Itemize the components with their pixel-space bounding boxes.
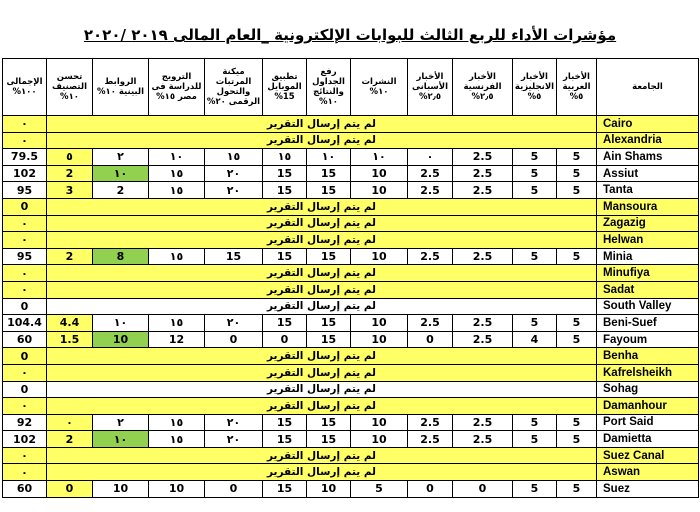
score-cell: 5 bbox=[557, 248, 597, 265]
table-body bbox=[3, 116, 699, 498]
score-cell: 15 bbox=[307, 315, 351, 332]
total-cell: 102 bbox=[3, 431, 47, 448]
table-row bbox=[3, 315, 699, 332]
total-cell: ٠ bbox=[3, 132, 47, 149]
university-name: Damanhour bbox=[597, 398, 699, 415]
score-cell: 2.5 bbox=[453, 315, 513, 332]
score-cell: 10 bbox=[149, 481, 205, 498]
score-cell: 2.5 bbox=[453, 331, 513, 348]
total-cell: 0 bbox=[3, 348, 47, 365]
university-name: Zagazig bbox=[597, 215, 699, 232]
score-cell: 10 bbox=[351, 165, 408, 182]
table-row bbox=[3, 364, 699, 381]
header-col-7: تطبيق الموبايل 15% bbox=[263, 59, 307, 116]
total-cell: ٠ bbox=[3, 232, 47, 249]
score-cell: 15 bbox=[263, 431, 307, 448]
score-cell: 0 bbox=[408, 331, 453, 348]
total-cell: 95 bbox=[3, 248, 47, 265]
university-name: Ain Shams bbox=[597, 149, 699, 166]
table-row bbox=[3, 165, 699, 182]
performance-table bbox=[2, 58, 699, 498]
table-row bbox=[3, 331, 699, 348]
score-cell: 2.5 bbox=[453, 165, 513, 182]
score-cell: ١٥ bbox=[149, 414, 205, 431]
university-name: Beni-Suef bbox=[597, 315, 699, 332]
table-row bbox=[3, 431, 699, 448]
university-name: Helwan bbox=[597, 232, 699, 249]
score-cell: 2.5 bbox=[408, 431, 453, 448]
score-cell: ١٥ bbox=[149, 315, 205, 332]
table-row bbox=[3, 198, 699, 215]
university-name: Minia bbox=[597, 248, 699, 265]
score-cell: 10 bbox=[93, 481, 149, 498]
score-cell: 5 bbox=[513, 414, 557, 431]
score-cell: ٢٠ bbox=[205, 414, 263, 431]
header-col-6: رفع الجداول والنتائج ١٠% bbox=[307, 59, 351, 116]
score-cell: ٢٠ bbox=[205, 431, 263, 448]
score-cell: 2 bbox=[47, 165, 93, 182]
table-row bbox=[3, 414, 699, 431]
score-cell: 5 bbox=[557, 431, 597, 448]
score-cell: ١٥ bbox=[149, 248, 205, 265]
score-cell: 0 bbox=[408, 481, 453, 498]
score-cell: ١٠ bbox=[93, 431, 149, 448]
score-cell: ٠ bbox=[408, 149, 453, 166]
score-cell: 15 bbox=[307, 182, 351, 199]
table-row bbox=[3, 398, 699, 415]
score-cell: 5 bbox=[557, 182, 597, 199]
header-col-11: تحسن التصنيف ١٠% bbox=[47, 59, 93, 116]
score-cell: 15 bbox=[307, 248, 351, 265]
score-cell: 5 bbox=[351, 481, 408, 498]
score-cell: 2 bbox=[47, 431, 93, 448]
score-cell: ١٥ bbox=[263, 149, 307, 166]
score-cell: 5 bbox=[557, 315, 597, 332]
total-cell: 0 bbox=[3, 198, 47, 215]
total-cell: ٠ bbox=[3, 398, 47, 415]
university-name: Aswan bbox=[597, 464, 699, 481]
header-col-10: الروابط البينية ١٠% bbox=[93, 59, 149, 116]
score-cell: ١٥ bbox=[205, 149, 263, 166]
university-name: Minufiya bbox=[597, 265, 699, 282]
score-cell: ٢٠ bbox=[205, 165, 263, 182]
score-cell: 5 bbox=[557, 481, 597, 498]
no-report-message: لم يتم إرسال التقرير bbox=[47, 132, 597, 149]
score-cell: ٢ bbox=[93, 414, 149, 431]
score-cell: 2.5 bbox=[408, 182, 453, 199]
table-row bbox=[3, 464, 699, 481]
score-cell: 2 bbox=[93, 182, 149, 199]
score-cell: ١٠ bbox=[93, 165, 149, 182]
no-report-message: لم يتم إرسال التقرير bbox=[47, 447, 597, 464]
score-cell: 0 bbox=[47, 481, 93, 498]
score-cell: ٢٠ bbox=[205, 315, 263, 332]
table-row bbox=[3, 232, 699, 249]
table-row bbox=[3, 381, 699, 398]
score-cell: ١٠ bbox=[351, 149, 408, 166]
no-report-message: لم يتم إرسال التقرير bbox=[47, 232, 597, 249]
score-cell: 5 bbox=[557, 165, 597, 182]
score-cell: 15 bbox=[263, 414, 307, 431]
total-cell: 104.4 bbox=[3, 315, 47, 332]
university-name: Suez bbox=[597, 481, 699, 498]
score-cell: ٠ bbox=[47, 414, 93, 431]
score-cell: 2.5 bbox=[453, 182, 513, 199]
university-name: Alexandria bbox=[597, 132, 699, 149]
no-report-message: لم يتم إرسال التقرير bbox=[47, 381, 597, 398]
score-cell: ١٠ bbox=[93, 315, 149, 332]
no-report-message: لم يتم إرسال التقرير bbox=[47, 198, 597, 215]
total-cell: ٠ bbox=[3, 215, 47, 232]
score-cell: 5 bbox=[557, 149, 597, 166]
header-university: الجامعة bbox=[597, 59, 699, 116]
score-cell: 10 bbox=[351, 182, 408, 199]
score-cell: 5 bbox=[557, 331, 597, 348]
score-cell: 15 bbox=[307, 414, 351, 431]
score-cell: 15 bbox=[263, 165, 307, 182]
no-report-message: لم يتم إرسال التقرير bbox=[47, 398, 597, 415]
score-cell: 2 bbox=[47, 248, 93, 265]
score-cell: 15 bbox=[263, 481, 307, 498]
score-cell: 15 bbox=[205, 248, 263, 265]
score-cell: 2.5 bbox=[408, 414, 453, 431]
score-cell: ١٠ bbox=[307, 149, 351, 166]
score-cell: 1.5 bbox=[47, 331, 93, 348]
header-col-8: ميكنة المرتبات والتحول الرقمى ٢٠% bbox=[205, 59, 263, 116]
university-name: Sadat bbox=[597, 281, 699, 298]
university-name: Damietta bbox=[597, 431, 699, 448]
table-row bbox=[3, 348, 699, 365]
score-cell: 15 bbox=[263, 248, 307, 265]
table-row bbox=[3, 132, 699, 149]
score-cell: 5 bbox=[513, 431, 557, 448]
no-report-message: لم يتم إرسال التقرير bbox=[47, 348, 597, 365]
no-report-message: لم يتم إرسال التقرير bbox=[47, 215, 597, 232]
score-cell: 2.5 bbox=[453, 149, 513, 166]
header-col-12: الإجمالى ١٠٠% bbox=[3, 59, 47, 116]
total-cell: 0 bbox=[3, 298, 47, 315]
table-row bbox=[3, 116, 699, 133]
score-cell: 0 bbox=[453, 481, 513, 498]
score-cell: ١٥ bbox=[149, 165, 205, 182]
university-name: Kafrelsheikh bbox=[597, 364, 699, 381]
score-cell: 10 bbox=[351, 431, 408, 448]
table-row bbox=[3, 298, 699, 315]
total-cell: 102 bbox=[3, 165, 47, 182]
total-cell: 95 bbox=[3, 182, 47, 199]
score-cell: 4.4 bbox=[47, 315, 93, 332]
header-row bbox=[3, 59, 699, 116]
university-name: Tanta bbox=[597, 182, 699, 199]
total-cell: ٠ bbox=[3, 116, 47, 133]
table-row bbox=[3, 447, 699, 464]
score-cell: 5 bbox=[557, 414, 597, 431]
header-col-4: الأخبار الأسبانى ٢٫٥% bbox=[408, 59, 453, 116]
total-cell: 60 bbox=[3, 481, 47, 498]
total-cell: 60 bbox=[3, 331, 47, 348]
score-cell: 5 bbox=[513, 315, 557, 332]
score-cell: ٢٠ bbox=[205, 182, 263, 199]
score-cell: 15 bbox=[263, 315, 307, 332]
score-cell: ٢ bbox=[93, 149, 149, 166]
score-cell: 3 bbox=[47, 182, 93, 199]
table-row bbox=[3, 182, 699, 199]
score-cell: 2.5 bbox=[453, 248, 513, 265]
score-cell: 4 bbox=[513, 331, 557, 348]
score-cell: 5 bbox=[513, 149, 557, 166]
university-name: Cairo bbox=[597, 116, 699, 133]
score-cell: ٥ bbox=[47, 149, 93, 166]
no-report-message: لم يتم إرسال التقرير bbox=[47, 265, 597, 282]
university-name: Mansoura bbox=[597, 198, 699, 215]
score-cell: 2.5 bbox=[453, 431, 513, 448]
table-row bbox=[3, 248, 699, 265]
total-cell: ٠ bbox=[3, 447, 47, 464]
score-cell: 12 bbox=[149, 331, 205, 348]
page-title: مؤشرات الأداء للربع الثالث للبوابات الإلكترونية _العام المالى ٢٠١٩ /٢٠٢٠ bbox=[83, 26, 617, 44]
university-name: South Valley bbox=[597, 298, 699, 315]
score-cell: 15 bbox=[307, 431, 351, 448]
score-cell: 15 bbox=[307, 331, 351, 348]
total-cell: ٠ bbox=[3, 364, 47, 381]
total-cell: 92 bbox=[3, 414, 47, 431]
header-col-9: الترويج للدراسة فى مصر ١٥% bbox=[149, 59, 205, 116]
university-name: Suez Canal bbox=[597, 447, 699, 464]
score-cell: 10 bbox=[351, 414, 408, 431]
score-cell: 10 bbox=[307, 481, 351, 498]
table-row bbox=[3, 265, 699, 282]
table-row bbox=[3, 149, 699, 166]
university-name: Assiut bbox=[597, 165, 699, 182]
score-cell: 10 bbox=[351, 248, 408, 265]
total-cell: ٠ bbox=[3, 281, 47, 298]
no-report-message: لم يتم إرسال التقرير bbox=[47, 364, 597, 381]
table-row bbox=[3, 481, 699, 498]
score-cell: 8 bbox=[93, 248, 149, 265]
university-name: Benha bbox=[597, 348, 699, 365]
table-row bbox=[3, 281, 699, 298]
score-cell: 10 bbox=[351, 315, 408, 332]
score-cell: 2.5 bbox=[408, 315, 453, 332]
no-report-message: لم يتم إرسال التقرير bbox=[47, 281, 597, 298]
header-col-5: النشرات ١٠% bbox=[351, 59, 408, 116]
score-cell: 0 bbox=[205, 331, 263, 348]
university-name: Sohag bbox=[597, 381, 699, 398]
score-cell: 10 bbox=[351, 331, 408, 348]
score-cell: 2.5 bbox=[453, 414, 513, 431]
total-cell: ٠ bbox=[3, 265, 47, 282]
total-cell: ٠ bbox=[3, 464, 47, 481]
table-row bbox=[3, 215, 699, 232]
score-cell: 5 bbox=[513, 165, 557, 182]
total-cell: 0 bbox=[3, 381, 47, 398]
score-cell: 0 bbox=[205, 481, 263, 498]
score-cell: 5 bbox=[513, 182, 557, 199]
no-report-message: لم يتم إرسال التقرير bbox=[47, 116, 597, 133]
score-cell: ١٠ bbox=[149, 149, 205, 166]
header-col-1: الأخبار العربية ٥% bbox=[557, 59, 597, 116]
score-cell: 15 bbox=[307, 165, 351, 182]
score-cell: 5 bbox=[513, 248, 557, 265]
score-cell: ١٥ bbox=[149, 182, 205, 199]
score-cell: 0 bbox=[263, 331, 307, 348]
score-cell: ١٥ bbox=[149, 431, 205, 448]
score-cell: 10 bbox=[93, 331, 149, 348]
university-name: Port Said bbox=[597, 414, 699, 431]
no-report-message: لم يتم إرسال التقرير bbox=[47, 298, 597, 315]
total-cell: 79.5 bbox=[3, 149, 47, 166]
score-cell: 2.5 bbox=[408, 248, 453, 265]
header-col-3: الأخبار الفرنسية ٢٫٥% bbox=[453, 59, 513, 116]
score-cell: 15 bbox=[263, 182, 307, 199]
university-name: Fayoum bbox=[597, 331, 699, 348]
score-cell: 5 bbox=[513, 481, 557, 498]
no-report-message: لم يتم إرسال التقرير bbox=[47, 464, 597, 481]
score-cell: 2.5 bbox=[408, 165, 453, 182]
header-col-2: الأخبار الانجليزية ٥% bbox=[513, 59, 557, 116]
